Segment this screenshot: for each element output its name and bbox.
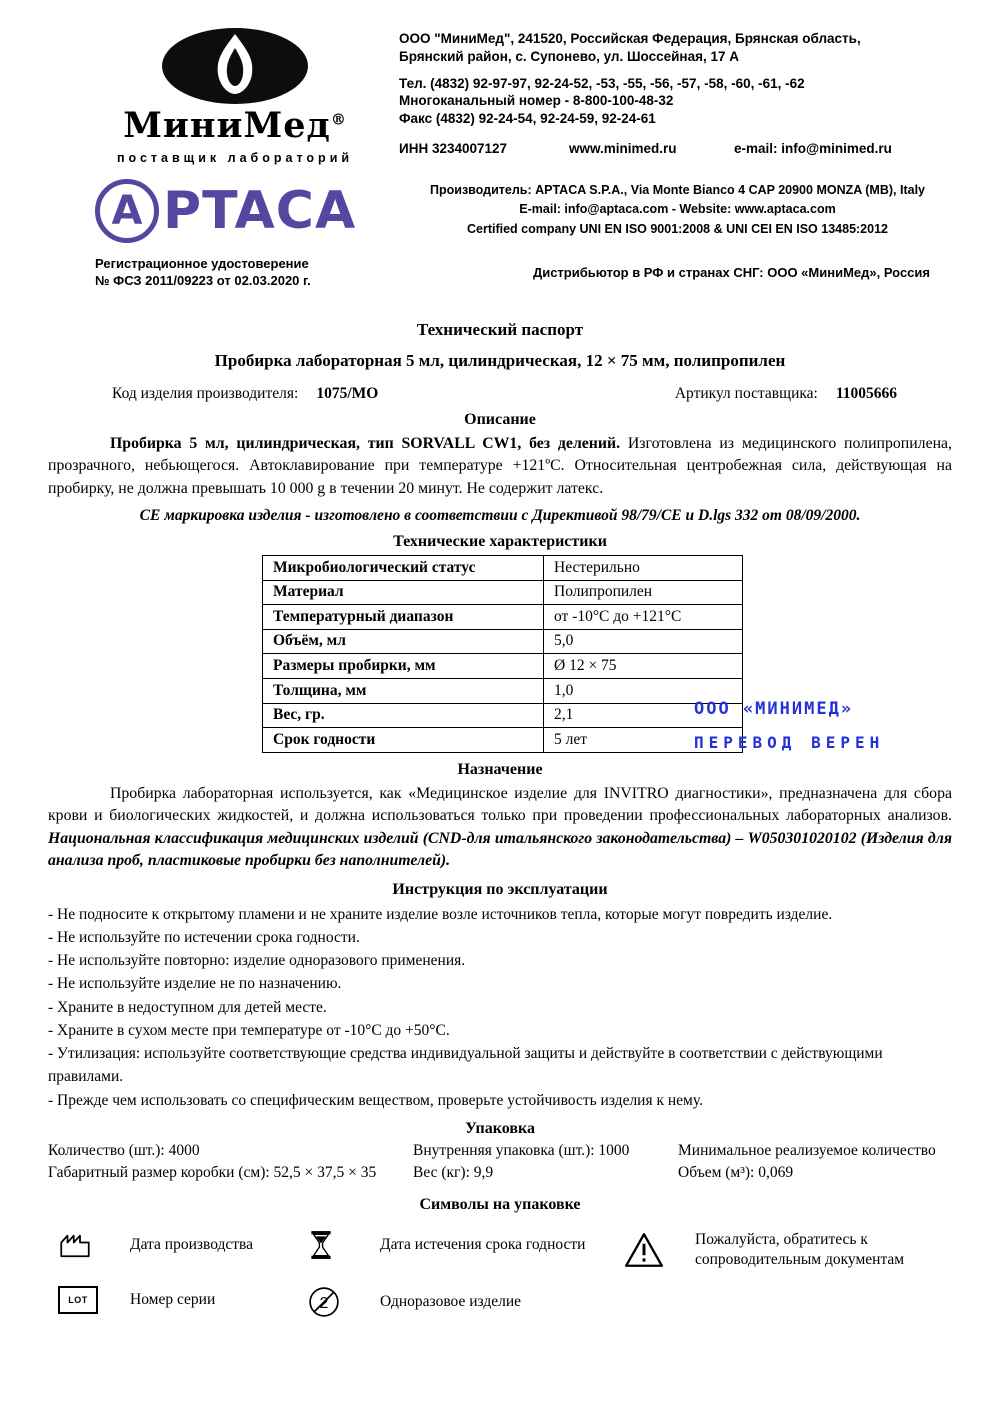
manufacturer-info: [410, 179, 945, 239]
certified-line: Certified company UNI EN ISO 9001:2008 & UNI CEI EN ISO 13485:2012: [466, 221, 888, 236]
aptaca-logo: [95, 179, 410, 243]
minimed-tagline: поставщик лабораторий: [116, 150, 354, 165]
registration-line: № ФСЗ 2011/09223 от 02.03.2020 г.: [95, 273, 311, 289]
address-line: ООО "МиниМед", 241520, Российская Федерация, Брянская область,: [399, 31, 861, 46]
lot-box-text: LOT: [58, 1286, 98, 1314]
spec-label: Материал: [263, 580, 544, 605]
spec-label: Толщина, мм: [263, 679, 544, 704]
table-row: [263, 605, 743, 630]
stamp-verified-line: ПЕРЕВОД ВЕРЕН: [694, 733, 885, 753]
description-heading: Описание: [464, 410, 536, 428]
instruction-item: - Храните в сухом месте при температуре от -10°C до +50°C.: [48, 1021, 450, 1039]
consult-documents-icon: [613, 1231, 695, 1269]
manufacturer-contact-line: E-mail: info@aptaca.com - Website: www.aptaca.com: [519, 202, 836, 217]
instruction-item: - Не используйте повторно: изделие одноразового применения.: [48, 952, 466, 970]
spec-label: Микробиологический статус: [263, 556, 544, 581]
symbol-label: Дата истечения срока годности: [380, 1235, 586, 1253]
table-row: [263, 580, 743, 605]
spec-value: Ø 12 × 75: [544, 654, 743, 679]
ce-marking-note: СЕ маркировка изделия - изготовлено в соответствии с Директивой 98/79/СЕ и D.lgs 332 от 08/09/2000.: [139, 507, 861, 525]
instruction-item: - Прежде чем использовать со специфическим веществом, проверьте устойчивость изделия к нему.: [48, 1091, 703, 1109]
spec-value: 2,1: [544, 703, 743, 728]
instructions-heading: Инструкция по эксплуатации: [392, 880, 608, 898]
purpose-paragraph: [48, 783, 952, 873]
packaging-row: [48, 1164, 952, 1182]
spec-label: Срок годности: [263, 728, 544, 753]
minimed-logo: [95, 26, 375, 165]
packaging-min: Минимальное реализуемое количество: [678, 1141, 936, 1159]
expiry-date-icon: [298, 1230, 380, 1260]
packaging-heading: Упаковка: [465, 1119, 535, 1137]
email-link: e-mail: info@minimed.ru: [734, 141, 892, 157]
registration-row: [0, 243, 1000, 290]
aptaca-header: [0, 165, 1000, 243]
symbol-label: Дата производства: [130, 1235, 254, 1253]
specs-table-area: [48, 555, 952, 753]
packaging-inner: Внутренняя упаковка (шт.): 1000: [413, 1141, 630, 1159]
document-body: [0, 320, 1000, 1318]
aptaca-logo-text: PTACA: [163, 180, 357, 241]
packaging-weight: Вес (кг): 9,9: [413, 1163, 494, 1181]
symbols-heading: Символы на упаковке: [419, 1195, 581, 1213]
spec-label: Объём, мл: [263, 629, 544, 654]
minimed-flame-icon: [160, 26, 310, 106]
registration-certificate: [95, 255, 311, 290]
minimed-brand-text: МиниМед: [123, 105, 331, 146]
symbol-lot-number: [48, 1286, 298, 1314]
manufacture-date-icon: [48, 1230, 130, 1260]
inn-row: [399, 140, 945, 158]
table-row: [263, 703, 743, 728]
manufacturer-code: [112, 385, 378, 403]
svg-text:2: 2: [319, 1294, 329, 1312]
symbol-expiry-date: [298, 1230, 613, 1260]
description-paragraph: [48, 433, 952, 500]
stamp-company-line: ООО «МИНИМЕД»: [694, 699, 854, 720]
page-title: Технический паспорт: [416, 319, 584, 339]
minimed-contacts: [399, 26, 945, 165]
purpose-text: Пробирка лабораторная используется, как «Медицинское изделие для INVITRO диагностики», предназначена для сбора крови и биологических жидкостей, и должна использоваться только при проведении профессиональных лабораторных анализов.: [48, 784, 952, 825]
product-codes: [48, 385, 952, 403]
purpose-heading: Назначение: [457, 760, 543, 778]
instruction-item: - Храните в недоступном для детей месте.: [48, 998, 327, 1016]
supplier-article: [675, 385, 897, 403]
symbol-label: Номер серии: [130, 1291, 216, 1308]
description-body: Изготовлена из медицинского полипропилена, прозрачного, небьющегося. Автоклавирование при температуре +121ºС. Относительная центробежная сила, действующая на пробирку, не должна превышать 10 000 g в течении 20 минут. Не содержит латекс.: [48, 434, 952, 497]
manufacturer-code-value: 1075/MO: [316, 384, 379, 402]
manufacturer-line: Производитель: APTACA S.P.A., Via Monte Bianco 4 CAP 20900 MONZA (MB), Italy: [430, 182, 925, 197]
single-use-icon: [298, 1286, 380, 1318]
spec-label: Температурный диапазон: [263, 605, 544, 630]
spec-label: Вес, гр.: [263, 703, 544, 728]
website-link: www.minimed.ru: [569, 141, 677, 157]
minimed-brand: [95, 105, 375, 146]
instruction-item: - Не подносите к открытому пламени и не храните изделие возле источников тепла, которые могут повредить изделие.: [48, 905, 833, 923]
packaging-quantity: Количество (шт.): 4000: [48, 1141, 200, 1159]
instruction-item: - Утилизация: используйте соответствующие средства индивидуальной защиты и действуйте в соответствии с действующими правилами.: [48, 1045, 883, 1086]
spec-label: Размеры пробирки, мм: [263, 654, 544, 679]
symbol-single-use: [298, 1286, 613, 1318]
packaging-box-size: Габаритный размер коробки (см): 52,5 × 37,5 × 35: [48, 1163, 377, 1181]
aptaca-emblem-icon: [95, 179, 159, 243]
product-title: Пробирка лабораторная 5 мл, цилиндрическая, 12 × 75 мм, полипропилен: [214, 350, 786, 370]
registered-mark: ®: [330, 110, 347, 129]
aptaca-emblem-letter: A: [111, 187, 143, 234]
spec-value: 5,0: [544, 629, 743, 654]
lot-number-icon: [48, 1286, 130, 1314]
table-row: [263, 654, 743, 679]
purpose-classification: Национальная классификация медицинских изделий (CND-для итальянского законодательства) – W050301020102 (Изделия для анализа проб, пластиковые пробирки без наполнителей): [48, 829, 952, 870]
specs-table: [262, 555, 743, 753]
inn-number: ИНН 3234007127: [399, 141, 508, 157]
spec-value: Полипропилен: [544, 580, 743, 605]
translation-stamp: [694, 699, 884, 752]
header: [0, 0, 1000, 165]
instruction-item: - Не используйте по истечении срока годности.: [48, 928, 360, 946]
purpose-tail: .: [446, 852, 451, 870]
symbols-row: [48, 1286, 952, 1318]
symbol-label: Пожалуйста, обратитесь к сопроводительным документам: [695, 1230, 905, 1268]
spec-value: от -10°C до +121°C: [544, 605, 743, 630]
symbol-manufacture-date: [48, 1230, 298, 1260]
spec-value: 5 лет: [544, 728, 743, 753]
description-lead: Пробирка 5 мл, цилиндрическая, тип SORVALL CW1, без делений.: [110, 434, 621, 452]
phone-line: Факс (4832) 92-24-54, 92-24-59, 92-24-61: [399, 111, 656, 127]
manufacturer-code-label: Код изделия производителя:: [112, 384, 299, 402]
packaging-row: [48, 1142, 952, 1160]
supplier-article-label: Артикул поставщика:: [674, 384, 818, 402]
spec-value: 1,0: [544, 679, 743, 704]
registration-line: Регистрационное удостоверение: [95, 255, 309, 271]
symbols-row: [48, 1230, 952, 1270]
table-row: [263, 629, 743, 654]
symbol-consult-documents: [613, 1230, 952, 1270]
address-line: Брянский район, с. Супонево, ул. Шоссейная, 17 А: [399, 48, 739, 64]
instruction-item: - Не используйте изделие не по назначению.: [48, 975, 342, 993]
table-row: [263, 556, 743, 581]
symbol-label: Одноразовое изделие: [380, 1293, 522, 1310]
table-row: [263, 728, 743, 753]
supplier-article-value: 11005666: [835, 384, 897, 402]
packaging-volume: Объем (м³): 0,069: [678, 1163, 794, 1181]
phone-line: Тел. (4832) 92-97-97, 92-24-52, -53, -55, -56, -57, -58, -60, -61, -62: [399, 75, 805, 91]
spec-value: Нестерильно: [544, 556, 743, 581]
distributor-line: Дистрибьютор в РФ и странах СНГ: ООО «МиниМед», Россия: [532, 264, 930, 280]
phone-line: Многоканальный номер - 8-800-100-48-32: [399, 93, 674, 109]
table-row: [263, 679, 743, 704]
specs-heading: Технические характеристики: [393, 533, 607, 551]
